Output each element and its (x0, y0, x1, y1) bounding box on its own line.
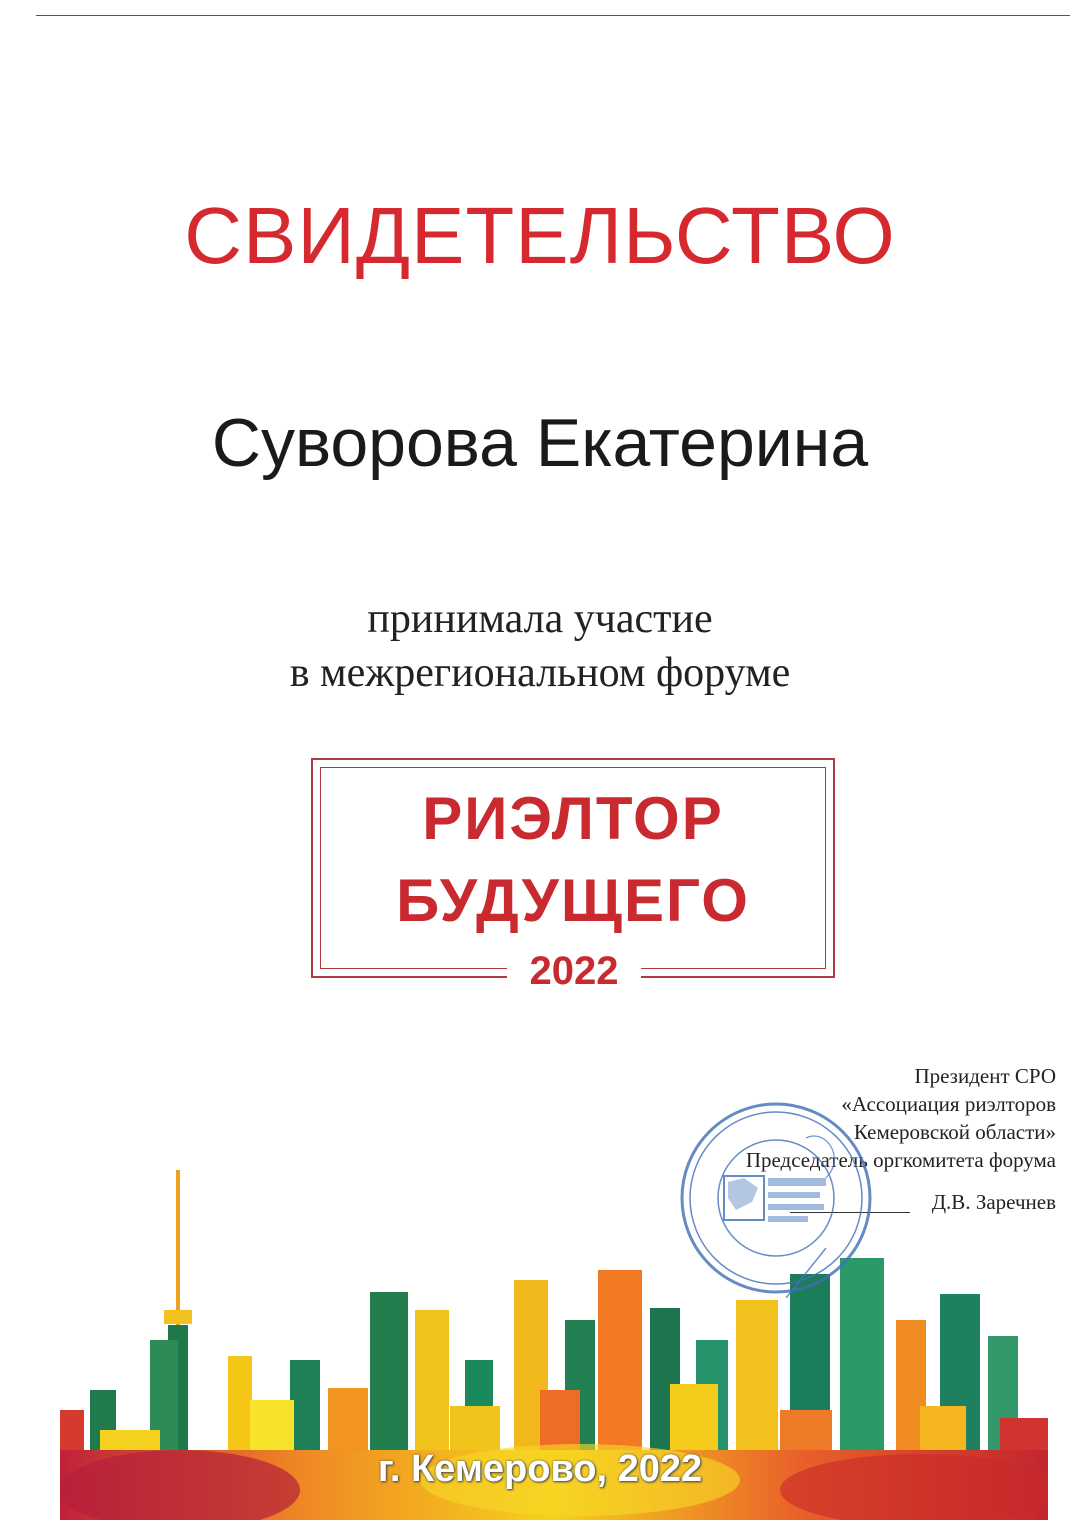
event-name-line-1: РИЭЛТОР (422, 785, 724, 852)
signer-name: Д.В. Заречнев (931, 1190, 1056, 1214)
signature-line-3: Кемеровской области» (853, 1120, 1056, 1144)
signature-line-2: «Ассоциация риэлторов (841, 1092, 1056, 1116)
recipient-name: Суворова Екатерина (211, 405, 869, 481)
signature-line-4: Председатель оргкомитета форума (745, 1148, 1056, 1172)
footer-location: г. Кемерово, 2022 (377, 1448, 703, 1490)
top-rule (36, 15, 1070, 16)
event-year: 2022 (507, 946, 641, 996)
participation-text (0, 592, 1080, 700)
event-name-line-2: БУДУЩЕГО (396, 867, 750, 934)
certificate-title: СВИДЕТЕЛЬСТВО (184, 191, 896, 280)
signature-line-1: Президент СРО (914, 1064, 1056, 1088)
participation-line-2: в межрегиональном форуме (289, 650, 791, 696)
participation-line-1: принимала участие (367, 596, 713, 642)
official-stamp (676, 1098, 876, 1298)
